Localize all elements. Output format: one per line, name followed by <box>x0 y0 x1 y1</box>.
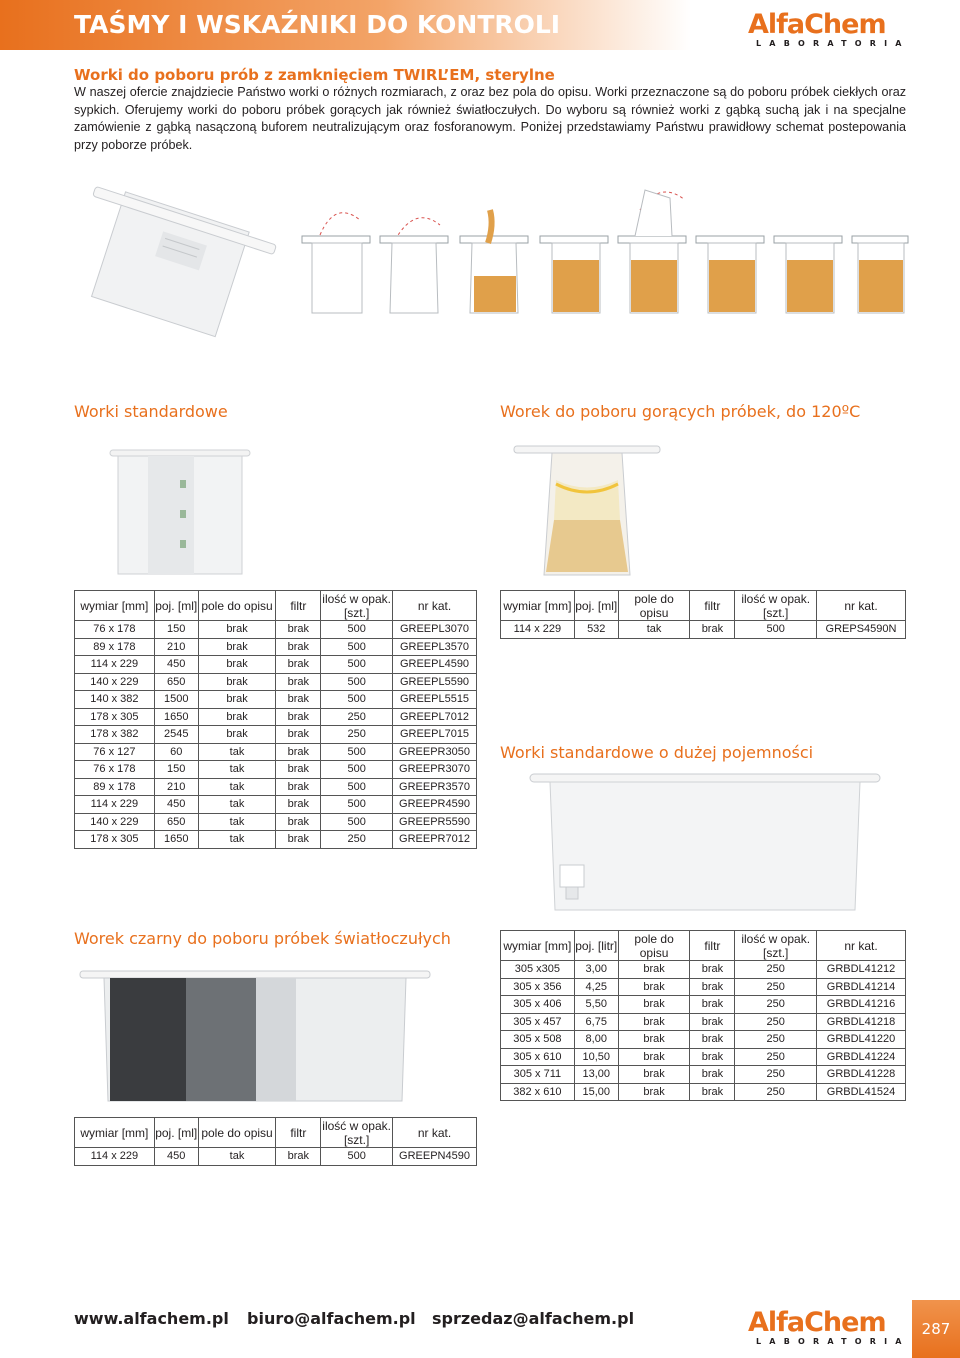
col-header: wymiar [mm] <box>501 931 575 961</box>
table-cell: 150 <box>154 621 198 639</box>
table-cell: 250 <box>735 996 817 1014</box>
hot-bags-table <box>500 590 906 639</box>
table-cell: brak <box>276 743 321 761</box>
table-cell: 210 <box>154 638 198 656</box>
table-cell: GRBDL41224 <box>817 1048 906 1066</box>
table-cell: 5,50 <box>574 996 618 1014</box>
col-header: ilość w opak. [szt.] <box>735 931 817 961</box>
table-cell: 13,00 <box>574 1066 618 1084</box>
footer-email-sprzedaz[interactable]: sprzedaz@alfachem.pl <box>432 1309 635 1328</box>
table-cell: brak <box>276 656 321 674</box>
logo-subtext: LABORATORIA <box>756 39 910 48</box>
table-cell: 8,00 <box>574 1031 618 1049</box>
standard-bag-image <box>110 440 250 580</box>
table-cell: GREEPL4590 <box>393 656 477 674</box>
table-cell: 250 <box>321 831 393 849</box>
table-cell: brak <box>690 1031 735 1049</box>
table-cell: brak <box>276 621 321 639</box>
col-header: ilość w opak. [szt.] <box>322 1118 391 1147</box>
table-cell: tak <box>198 743 276 761</box>
table-cell: 114 x 229 <box>75 1148 155 1166</box>
table-cell: 1650 <box>154 708 198 726</box>
table-cell: 500 <box>321 796 393 814</box>
table-cell: 250 <box>735 1031 817 1049</box>
table-cell: brak <box>690 1066 735 1084</box>
table-cell: 140 x 382 <box>75 691 155 709</box>
table-cell: 250 <box>735 1013 817 1031</box>
table-row <box>75 743 477 761</box>
table-cell: GRBDL41214 <box>817 978 906 996</box>
table-cell: brak <box>690 978 735 996</box>
table-header-row <box>501 931 906 961</box>
table-cell: 500 <box>321 621 393 639</box>
table-cell: GREEPL3570 <box>393 638 477 656</box>
footer-logo <box>748 1308 908 1348</box>
section-title-black: Worek czarny do poboru próbek światłoczułych <box>74 929 451 948</box>
table-cell: 114 x 229 <box>501 621 575 639</box>
table-cell: 500 <box>321 673 393 691</box>
table-cell: 500 <box>321 656 393 674</box>
table-cell: GREPS4590N <box>817 621 906 639</box>
col-header: pole do opisu <box>198 591 276 621</box>
table-cell: tak <box>618 621 690 639</box>
col-header: wymiar [mm] <box>75 1118 155 1148</box>
table-row <box>75 726 477 744</box>
logo-subtext: LABORATORIA <box>756 1337 910 1346</box>
table-cell: brak <box>276 691 321 709</box>
table-cell: 250 <box>735 1048 817 1066</box>
table-cell: GRBDL41212 <box>817 961 906 979</box>
table-cell: GREEPR3050 <box>393 743 477 761</box>
col-header: nr kat. <box>393 1118 477 1148</box>
table-cell: brak <box>276 638 321 656</box>
table-cell: brak <box>690 961 735 979</box>
table-row <box>501 961 906 979</box>
table-cell: 76 x 127 <box>75 743 155 761</box>
table-cell: 305 x 406 <box>501 996 575 1014</box>
table-cell: brak <box>618 961 690 979</box>
table-cell: brak <box>276 708 321 726</box>
table-row <box>501 996 906 1014</box>
col-header: wymiar [mm] <box>75 591 155 621</box>
logo-text: AlfaChem <box>748 9 886 40</box>
table-cell: brak <box>276 673 321 691</box>
standard-bags-table <box>74 590 477 849</box>
table-cell: 4,25 <box>574 978 618 996</box>
table-row <box>75 831 477 849</box>
table-cell: brak <box>690 621 735 639</box>
table-cell: tak <box>198 831 276 849</box>
table-cell: 178 x 305 <box>75 831 155 849</box>
table-cell: brak <box>690 996 735 1014</box>
table-cell: 250 <box>735 961 817 979</box>
table-cell: 500 <box>321 638 393 656</box>
table-cell: GREEPR5590 <box>393 813 477 831</box>
table-cell: brak <box>276 813 321 831</box>
table-cell: 6,75 <box>574 1013 618 1031</box>
table-cell: brak <box>276 726 321 744</box>
table-cell: GRBDL41220 <box>817 1031 906 1049</box>
section-title-hot: Worek do poboru gorących próbek, do 120ºC <box>500 402 861 421</box>
table-cell: tak <box>198 778 276 796</box>
table-cell: brak <box>690 1013 735 1031</box>
section-title-standard: Worki standardowe <box>74 402 228 421</box>
table-cell: GREEPR4590 <box>393 796 477 814</box>
table-cell: GREEPR3070 <box>393 761 477 779</box>
table-cell: GREEPN4590 <box>393 1148 477 1166</box>
table-cell: 140 x 229 <box>75 673 155 691</box>
black-bag-image <box>80 965 430 1105</box>
logo-text: AlfaChem <box>748 1307 886 1338</box>
table-cell: 89 x 178 <box>75 638 155 656</box>
table-cell: 250 <box>735 1066 817 1084</box>
col-header: poj. [ml] <box>574 591 618 621</box>
col-header: ilość w opak. [szt.] <box>322 591 391 620</box>
table-cell: brak <box>618 1083 690 1101</box>
table-cell: 178 x 382 <box>75 726 155 744</box>
table-cell: brak <box>198 656 276 674</box>
table-cell: 140 x 229 <box>75 813 155 831</box>
table-cell: brak <box>198 673 276 691</box>
col-header: wymiar [mm] <box>501 591 575 621</box>
col-header: nr kat. <box>393 591 477 621</box>
table-cell: GRBDL41524 <box>817 1083 906 1101</box>
table-cell: brak <box>618 996 690 1014</box>
col-header: poj. [litr] <box>574 931 618 961</box>
table-cell: brak <box>276 761 321 779</box>
table-cell: 210 <box>154 778 198 796</box>
table-cell: 76 x 178 <box>75 621 155 639</box>
table-cell: 3,00 <box>574 961 618 979</box>
page-number: 287 <box>921 1320 951 1338</box>
table-row <box>501 1031 906 1049</box>
table-cell: 250 <box>321 708 393 726</box>
table-cell: brak <box>618 978 690 996</box>
table-cell: 650 <box>154 673 198 691</box>
table-cell: 250 <box>321 726 393 744</box>
table-cell: 15,00 <box>574 1083 618 1101</box>
table-row <box>501 1066 906 1084</box>
table-cell: 114 x 229 <box>75 656 155 674</box>
table-cell: brak <box>198 621 276 639</box>
table-row <box>75 813 477 831</box>
table-cell: 178 x 305 <box>75 708 155 726</box>
col-header: nr kat. <box>817 591 906 621</box>
table-row <box>75 621 477 639</box>
table-cell: GREEPL5590 <box>393 673 477 691</box>
col-header: pole do opisu <box>198 1118 276 1148</box>
table-cell: 500 <box>321 761 393 779</box>
table-cell: tak <box>198 796 276 814</box>
table-cell: 1650 <box>154 831 198 849</box>
col-header: pole do opisu <box>618 931 690 961</box>
table-cell: 1500 <box>154 691 198 709</box>
table-cell: 60 <box>154 743 198 761</box>
table-cell: GRBDL41218 <box>817 1013 906 1031</box>
table-header-row <box>75 1118 477 1148</box>
table-cell: 76 x 178 <box>75 761 155 779</box>
col-header: filtr <box>690 931 735 961</box>
col-header: filtr <box>690 591 735 621</box>
table-row <box>75 708 477 726</box>
table-cell: brak <box>198 708 276 726</box>
table-cell: brak <box>618 1031 690 1049</box>
table-cell: GRBDL41228 <box>817 1066 906 1084</box>
col-header: poj. [ml] <box>154 591 198 621</box>
footer-email-biuro[interactable]: biuro@alfachem.pl <box>247 1309 416 1328</box>
table-row <box>501 1013 906 1031</box>
table-cell: 250 <box>735 978 817 996</box>
table-row <box>75 1148 477 1166</box>
table-cell: 450 <box>154 796 198 814</box>
table-row <box>75 761 477 779</box>
table-cell: 305 x 610 <box>501 1048 575 1066</box>
section-title-large: Worki standardowe o dużej pojemności <box>500 743 814 762</box>
col-header: filtr <box>276 1118 321 1148</box>
table-cell: 305 x 711 <box>501 1066 575 1084</box>
table-cell: brak <box>276 778 321 796</box>
table-row <box>501 621 906 639</box>
table-cell: 2545 <box>154 726 198 744</box>
table-cell: 305 x 356 <box>501 978 575 996</box>
table-cell: 114 x 229 <box>75 796 155 814</box>
table-cell: 382 x 610 <box>501 1083 575 1101</box>
table-row <box>501 978 906 996</box>
intro-text: W naszej ofercie znajdziecie Państwo worki o różnych rozmiarach, z oraz bez pola do opisu. Worki przeznaczone są do poboru próbek ciekłych oraz sypkich. Oferujemy worki do poboru próbek gorących jak również światłoczułych. Do wyboru są również worki z gąbką suchą jak i na specjalne zamówienie z gąbką nasączoną buforem neutralizującym oraz fosforanowym. Poniżej przedstawiamy Państwu prawidłowy schemat postepowania przy poborze próbek. <box>74 85 906 152</box>
col-header: pole do opisu <box>618 591 690 621</box>
table-cell: 650 <box>154 813 198 831</box>
table-cell: 500 <box>321 778 393 796</box>
table-cell: 532 <box>574 621 618 639</box>
large-bag-image <box>530 770 880 920</box>
table-cell: brak <box>618 1048 690 1066</box>
table-header-row <box>501 591 906 621</box>
table-cell: 450 <box>154 1148 198 1166</box>
footer-website-link[interactable]: www.alfachem.pl <box>74 1309 229 1328</box>
table-cell: 305 x 457 <box>501 1013 575 1031</box>
table-cell: GREEPL7015 <box>393 726 477 744</box>
page-title: TAŚMY I WSKAŹNIKI DO KONTROLI <box>74 10 561 39</box>
intro-heading: Worki do poboru prób z zamknięciem TWIRL’EM, sterylne <box>74 66 555 84</box>
table-cell: GREEPL7012 <box>393 708 477 726</box>
table-row <box>75 673 477 691</box>
table-cell: 10,50 <box>574 1048 618 1066</box>
sample-bag-image <box>70 180 280 320</box>
table-cell: 89 x 178 <box>75 778 155 796</box>
table-cell: brak <box>198 726 276 744</box>
table-cell: GREEPL3070 <box>393 621 477 639</box>
table-cell: brak <box>198 638 276 656</box>
table-cell: tak <box>198 1148 276 1166</box>
table-cell: brak <box>690 1083 735 1101</box>
table-cell: 305 x 508 <box>501 1031 575 1049</box>
table-cell: 500 <box>735 621 817 639</box>
table-cell: GREEPL5515 <box>393 691 477 709</box>
black-bags-table <box>74 1117 477 1166</box>
table-cell: 500 <box>321 743 393 761</box>
table-row <box>501 1048 906 1066</box>
procedure-steps-illustration <box>300 180 910 330</box>
hot-sample-bag-image <box>512 440 662 580</box>
header-logo <box>748 10 908 50</box>
table-cell: 305 x305 <box>501 961 575 979</box>
table-cell: 500 <box>321 813 393 831</box>
table-cell: 500 <box>321 1148 393 1166</box>
col-header: nr kat. <box>817 931 906 961</box>
table-row <box>501 1083 906 1101</box>
table-cell: brak <box>276 831 321 849</box>
table-cell: 450 <box>154 656 198 674</box>
table-cell: 150 <box>154 761 198 779</box>
col-header: poj. [ml] <box>154 1118 198 1148</box>
table-cell: 250 <box>735 1083 817 1101</box>
table-row <box>75 778 477 796</box>
col-header: filtr <box>276 591 321 621</box>
table-cell: GRBDL41216 <box>817 996 906 1014</box>
table-cell: brak <box>690 1048 735 1066</box>
table-cell: brak <box>198 691 276 709</box>
table-cell: 500 <box>321 691 393 709</box>
table-cell: GREEPR7012 <box>393 831 477 849</box>
table-row <box>75 638 477 656</box>
table-cell: tak <box>198 761 276 779</box>
table-row <box>75 691 477 709</box>
large-bags-table <box>500 930 906 1101</box>
table-cell: GREEPR3570 <box>393 778 477 796</box>
col-header: ilość w opak. [szt.] <box>735 591 817 621</box>
table-cell: brak <box>618 1013 690 1031</box>
table-cell: brak <box>276 1148 321 1166</box>
table-header-row <box>75 591 477 621</box>
table-row <box>75 656 477 674</box>
table-cell: brak <box>276 796 321 814</box>
table-cell: brak <box>618 1066 690 1084</box>
page-number-box <box>912 1300 960 1358</box>
table-row <box>75 796 477 814</box>
table-cell: tak <box>198 813 276 831</box>
